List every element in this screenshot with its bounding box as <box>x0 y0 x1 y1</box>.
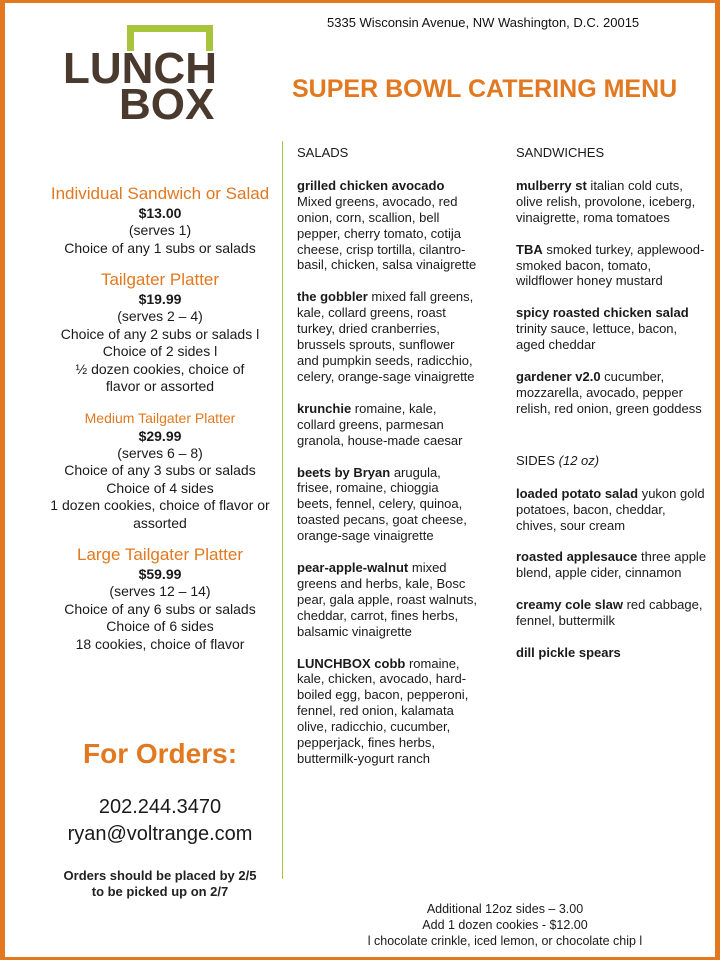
orders-note-line: to be picked up on 2/7 <box>91 884 229 899</box>
menu-item <box>516 242 708 290</box>
packages-column <box>15 183 305 665</box>
item-description: cucumber, mozzarella, avocado, pepper relish, red onion, green goddess <box>516 369 702 416</box>
menu-item <box>297 178 477 273</box>
sandwiches-heading: SANDWICHES <box>516 145 605 160</box>
sandwiches-column <box>516 145 708 677</box>
package-medium-tailgater <box>15 408 305 533</box>
item-description: Mixed greens, avocado, red onion, corn, scallion, bell pepper, cherry tomato, cotija cheese, crisp tortilla, cilantro-basil, chicken, salsa vinaigrette <box>297 193 477 273</box>
footer-addons <box>335 901 675 949</box>
package-large-tailgater <box>15 544 305 653</box>
menu-item <box>516 369 708 417</box>
package-price: $29.99 <box>138 427 182 444</box>
package-price: $13.00 <box>138 205 182 221</box>
package-detail: (serves 2 – 4) <box>117 308 203 324</box>
item-name: krunchie <box>297 400 352 416</box>
menu-item <box>297 401 477 449</box>
item-description: three apple blend, apple cider, cinnamon <box>516 549 707 581</box>
package-price: $59.99 <box>138 566 182 582</box>
orders-note <box>15 868 305 900</box>
package-detail: 1 dozen cookies, choice of flavor or <box>50 497 270 513</box>
orders-contact <box>15 794 305 848</box>
item-name: pear-apple-walnut <box>297 560 409 576</box>
footer-line: Add 1 dozen cookies - $12.00 <box>422 918 588 932</box>
item-name: beets by Bryan <box>297 464 391 480</box>
lunchbox-logo <box>61 23 221 129</box>
package-name: Large Tailgater Platter <box>76 545 243 564</box>
salads-heading: SALADS <box>297 145 349 160</box>
package-name: Tailgater Platter <box>100 270 220 289</box>
menu-item <box>516 305 708 353</box>
package-detail: Choice of any 2 subs or salads l <box>60 325 260 342</box>
menu-item <box>297 656 477 767</box>
item-description: mixed greens and herbs, kale, Bosc pear, gala apple, roast walnuts, cheddar, carrot, fines herbs, balsamic vinaigrette <box>297 560 477 639</box>
menu-item <box>297 289 477 384</box>
orders-block <box>15 736 305 900</box>
item-name: creamy cole slaw <box>516 597 623 613</box>
menu-item <box>516 645 708 661</box>
item-name: the gobbler <box>297 289 368 305</box>
menu-item <box>516 178 708 226</box>
footer-line: Additional 12oz sides – 3.00 <box>426 902 584 916</box>
orders-email[interactable]: ryan@voltrange.com <box>67 823 253 845</box>
package-detail: Choice of 2 sides l <box>102 343 218 359</box>
menu-item <box>516 549 708 581</box>
item-name: dill pickle spears <box>516 645 621 661</box>
footer-line: l chocolate crinkle, iced lemon, or chocolate chip l <box>367 934 643 948</box>
package-detail: (serves 12 – 14) <box>109 583 211 599</box>
package-detail: (serves 1) <box>128 222 192 238</box>
package-name: Individual Sandwich or Salad <box>50 184 270 203</box>
salads-column <box>297 145 477 783</box>
sides-heading-label: SIDES <box>516 452 556 468</box>
item-description: smoked turkey, applewood-smoked bacon, tomato, wildflower honey mustard <box>516 241 705 289</box>
item-description: romaine, kale, chicken, avocado, hard- boiled egg, bacon, pepperoni, fennel, red onion, kalamata olive, radicchio, cucumber, pepperjack, fines herbs, buttermilk-yogurt ranch <box>297 655 469 766</box>
orders-title: For Orders: <box>82 738 238 769</box>
item-description: trinity sauce, lettuce, bacon, aged cheddar <box>516 321 678 353</box>
package-detail: Choice of any 1 subs or salads <box>64 239 256 256</box>
package-price: $19.99 <box>138 291 182 307</box>
logo-text-lunch: LUNCH <box>63 44 217 93</box>
orders-note-line: Orders should be placed by 2/5 <box>63 868 257 883</box>
package-name: Medium Tailgater Platter <box>84 409 236 426</box>
item-description: yukon gold potatoes, bacon, cheddar, chives, sour cream <box>516 485 705 533</box>
package-tailgater <box>15 269 305 396</box>
sides-heading <box>516 453 708 469</box>
item-description: italian cold cuts, olive relish, provolone, iceberg, vinaigrette, roma tomatoes <box>516 177 696 225</box>
package-detail: Choice of any 3 subs or salads <box>64 462 256 478</box>
item-name: grilled chicken avocado <box>297 177 445 193</box>
sides-size: (12 oz) <box>558 452 600 468</box>
package-detail: (serves 6 – 8) <box>117 444 203 461</box>
page-title: SUPER BOWL CATERING MENU <box>292 75 678 103</box>
package-individual <box>15 183 305 257</box>
package-detail: ½ dozen cookies, choice of <box>75 360 245 377</box>
item-name: spicy roasted chicken salad <box>516 305 689 321</box>
menu-item <box>516 486 708 534</box>
package-detail: Choice of 6 sides <box>106 618 214 634</box>
item-name: mulberry st <box>516 177 587 193</box>
menu-item <box>516 597 708 629</box>
menu-item <box>297 465 477 545</box>
item-description: mixed fall greens, kale, collard greens, roast turkey, dried cranberries, brussels sprouts, sunflower and pumpkin seeds, radicchio, celery, orange-sage vinaigrette <box>297 289 475 384</box>
logo-text-box: BOX <box>119 80 215 129</box>
store-address: 5335 Wisconsin Avenue, NW Washington, D.C. 20015 <box>327 15 640 30</box>
package-detail: flavor or assorted <box>105 378 215 394</box>
orders-phone[interactable]: 202.244.3470 <box>98 796 222 818</box>
item-description: romaine, kale, collard greens, parmesan granola, house-made caesar <box>297 400 463 448</box>
column-divider <box>282 141 283 879</box>
package-detail: 18 cookies, choice of flavor <box>75 635 245 652</box>
item-name: roasted applesauce <box>516 549 638 565</box>
item-description: arugula, frisee, romaine, chioggia beets, fennel, celery, quinoa, toasted pecans, goat cheese, orange-sage vinaigrette <box>297 464 467 544</box>
package-detail: Choice of any 6 subs or salads <box>64 600 256 617</box>
item-name: TBA <box>516 241 543 257</box>
package-detail: assorted <box>133 514 187 531</box>
item-name: loaded potato salad <box>516 485 639 501</box>
item-description: red cabbage, fennel, buttermilk <box>516 597 703 629</box>
menu-item <box>297 560 477 640</box>
item-name: gardener v2.0 <box>516 369 601 385</box>
package-detail: Choice of 4 sides <box>106 479 214 496</box>
item-name: LUNCHBOX cobb <box>297 655 406 671</box>
